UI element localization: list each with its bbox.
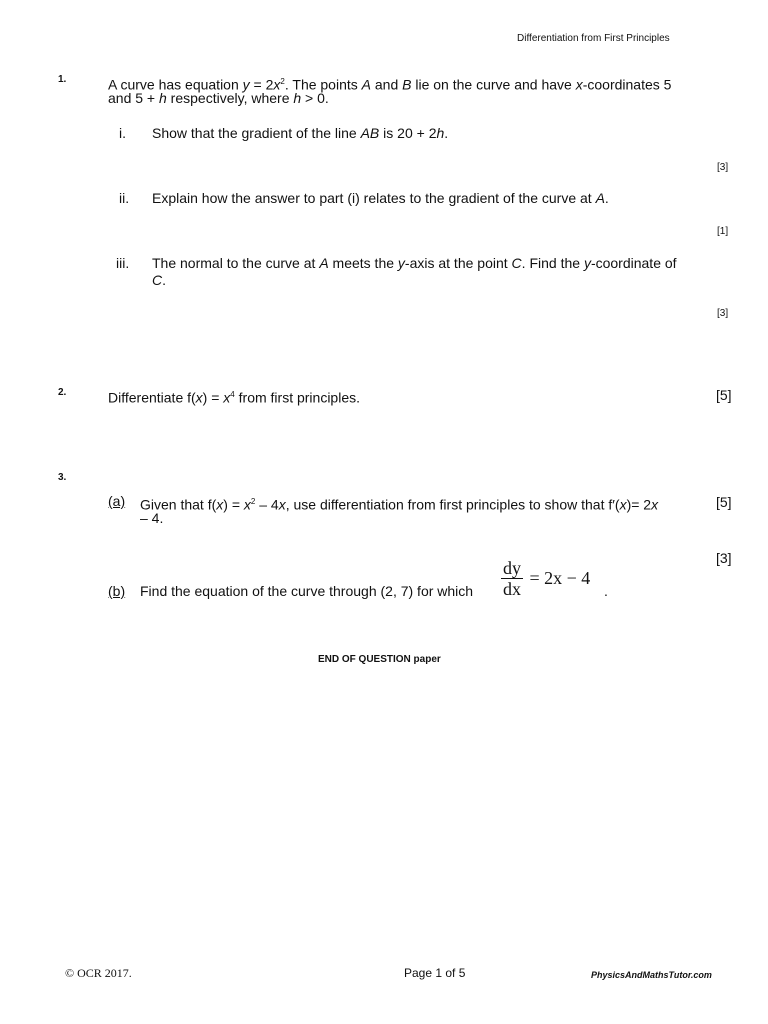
question-3-part-b-text: Find the equation of the curve through (2, 7) for which: [140, 583, 474, 599]
question-1-part-ii-text: Explain how the answer to part (i) relates to the gradient of the curve at A.: [152, 190, 609, 206]
question-2-number: 2.: [58, 387, 67, 398]
end-of-paper-text: END OF QUESTION paper: [318, 654, 441, 665]
question-1-part-i-text: Show that the gradient of the line AB is 20 + 2h.: [152, 125, 449, 141]
question-1-stem-line-1: A curve has equation $y = 2x^2$. The points A and B lie on the curve and have x-coordinates 5: [108, 76, 672, 93]
derivative-fraction: [501, 558, 523, 599]
copyright-text: © OCR 2017.: [65, 966, 132, 980]
fraction-denominator: dx: [503, 579, 521, 599]
question-1-part-ii-label: ii.: [119, 190, 130, 206]
question-3-part-a-marks: [5]: [716, 494, 732, 510]
question-1-part-i-label: i.: [119, 125, 126, 141]
question-3-part-b-end: .: [604, 583, 608, 599]
page-header-title: Differentiation from First Principles: [517, 33, 670, 44]
question-1-part-i-marks: [3]: [717, 162, 729, 173]
question-2-marks: [5]: [716, 387, 732, 403]
question-3-part-a-text-line-2: – 4.: [140, 510, 164, 526]
question-3-number: 3.: [58, 472, 67, 483]
question-1-part-iii-label: iii.: [116, 255, 130, 271]
question-3-part-b-marks: [3]: [716, 550, 732, 566]
question-1-part-ii-marks: [1]: [717, 226, 729, 237]
question-2-text: Differentiate $f(x) = x^4$ from first principles.: [108, 389, 360, 406]
derivative-equation: [501, 558, 590, 599]
equation-rhs: = 2x − 4: [529, 568, 591, 588]
page-number: Page 1 of 5: [404, 966, 466, 980]
fraction-numerator: dy: [503, 558, 521, 578]
question-3-part-a-text-line-1: Given that $f(x) = x^2 - 4x$, use differentiation from first principles to show that f′(x)= 2x: [140, 496, 659, 513]
question-1-number: 1.: [58, 74, 67, 85]
question-1-stem-line-2: and 5 + h respectively, where h > 0.: [108, 90, 329, 106]
question-3-part-a-label: (a): [108, 493, 126, 509]
question-1-part-iii-text-line-1: The normal to the curve at A meets the y-axis at the point C. Find the y-coordinate of: [152, 255, 677, 271]
website-credit: PhysicsAndMathsTutor.com: [591, 970, 712, 980]
question-1-part-iii-marks: [3]: [717, 308, 729, 319]
question-3-part-b-label: (b): [108, 583, 126, 599]
question-1-part-iii-text-line-2: C.: [152, 272, 167, 288]
